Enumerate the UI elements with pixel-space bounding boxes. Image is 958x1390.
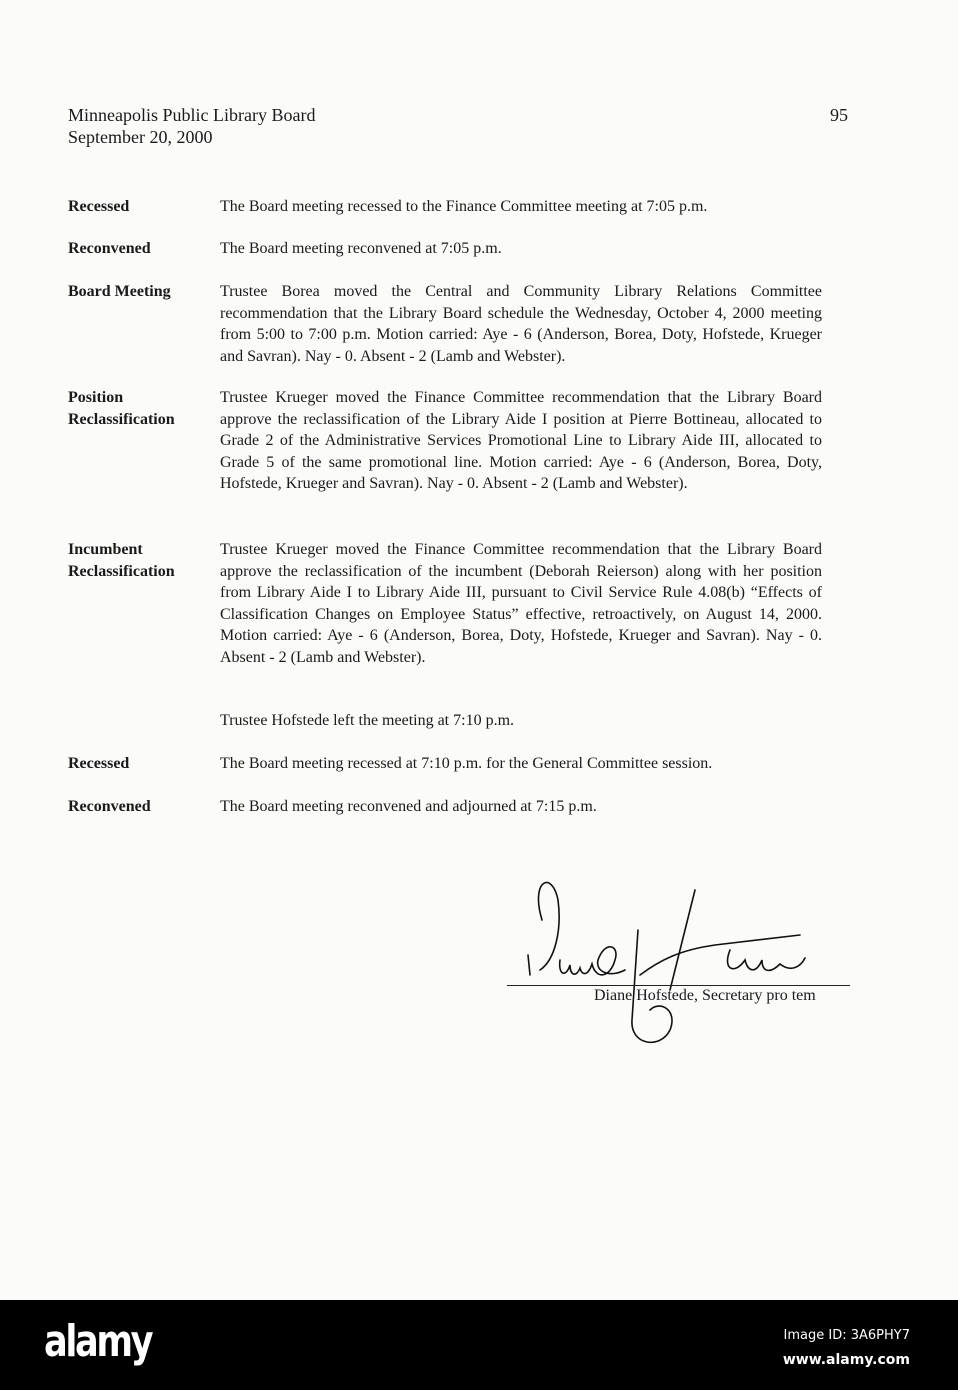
entry-label: Board Meeting [68,283,171,300]
alamy-logo: alamy [44,1316,152,1367]
site-url: www.alamy.com [782,1352,910,1368]
entry-label: Position Reclassification [68,389,175,428]
entry-text: Trustee Borea moved the Central and Community Library Relations Committee recommendation that the Library Board schedule the Wednesday, October 4, 2000 meeting from 5:00 to 7:00 p.m. Motion carried: Aye - 6 (Anderson, Borea, Doty, Hofstede, Krueger and Savran). Nay - 0. Absent - 2 (Lamb and Webster). [220,283,822,365]
meeting-date: September 20, 2000 [68,127,213,147]
entry-text: The Board meeting recessed to the Finance Committee meeting at 7:05 p.m. [220,198,708,215]
entry-label: Recessed [68,755,130,772]
entry-text: Trustee Krueger moved the Finance Committee recommendation that the Library Board approve the reclassification of the incumbent (Deborah Reierson) along with her position from Library Aide I to Library Aide III, pursuant to Civil Service Rule 4.08(b) “Effects of Classification Changes on Employee Status” effective, retroactively, on August 14, 2000. Motion carried: Aye - 6 (Anderson, Borea, Doty, Hofstede, Krueger and Savran). Nay - 0. Absent - 2 (Lamb and Webster). [220,541,822,666]
handwritten-signature [500,860,860,1060]
entry-text: Trustee Krueger moved the Finance Committee recommendation that the Library Board approve the reclassification of the Library Aide I position at Pierre Bottineau, allocated to Grade 2 of the Administrative Services Promotional Line to Library Aide III, allocated to Grade 5 of the same promotional line. Motion carried: Aye - 6 (Anderson, Borea, Doty, Hofstede, Krueger and Savran). Nay - 0. Absent - 2 (Lamb and Webster). [220,389,822,492]
watermark-bar [0,1300,958,1390]
signature-line [507,985,850,986]
entry-text: The Board meeting reconvened and adjourned at 7:15 p.m. [220,798,597,815]
entry-text: The Board meeting recessed at 7:10 p.m. for the General Committee session. [220,755,713,772]
page-number: 95 [830,105,848,125]
entry-text: Trustee Hofstede left the meeting at 7:10 p.m. [220,712,515,729]
entry-label: Incumbent Reclassification [68,541,175,580]
entry-text: The Board meeting reconvened at 7:05 p.m. [220,240,502,257]
organization-name: Minneapolis Public Library Board [68,105,316,125]
entry-label: Recessed [68,198,130,215]
image-id: Image ID: 3A6PHY7 [783,1328,910,1343]
entry-label: Reconvened [68,798,151,815]
entry-label: Reconvened [68,240,151,257]
signature-caption: Diane Hofstede, Secretary pro tem [594,987,816,1004]
